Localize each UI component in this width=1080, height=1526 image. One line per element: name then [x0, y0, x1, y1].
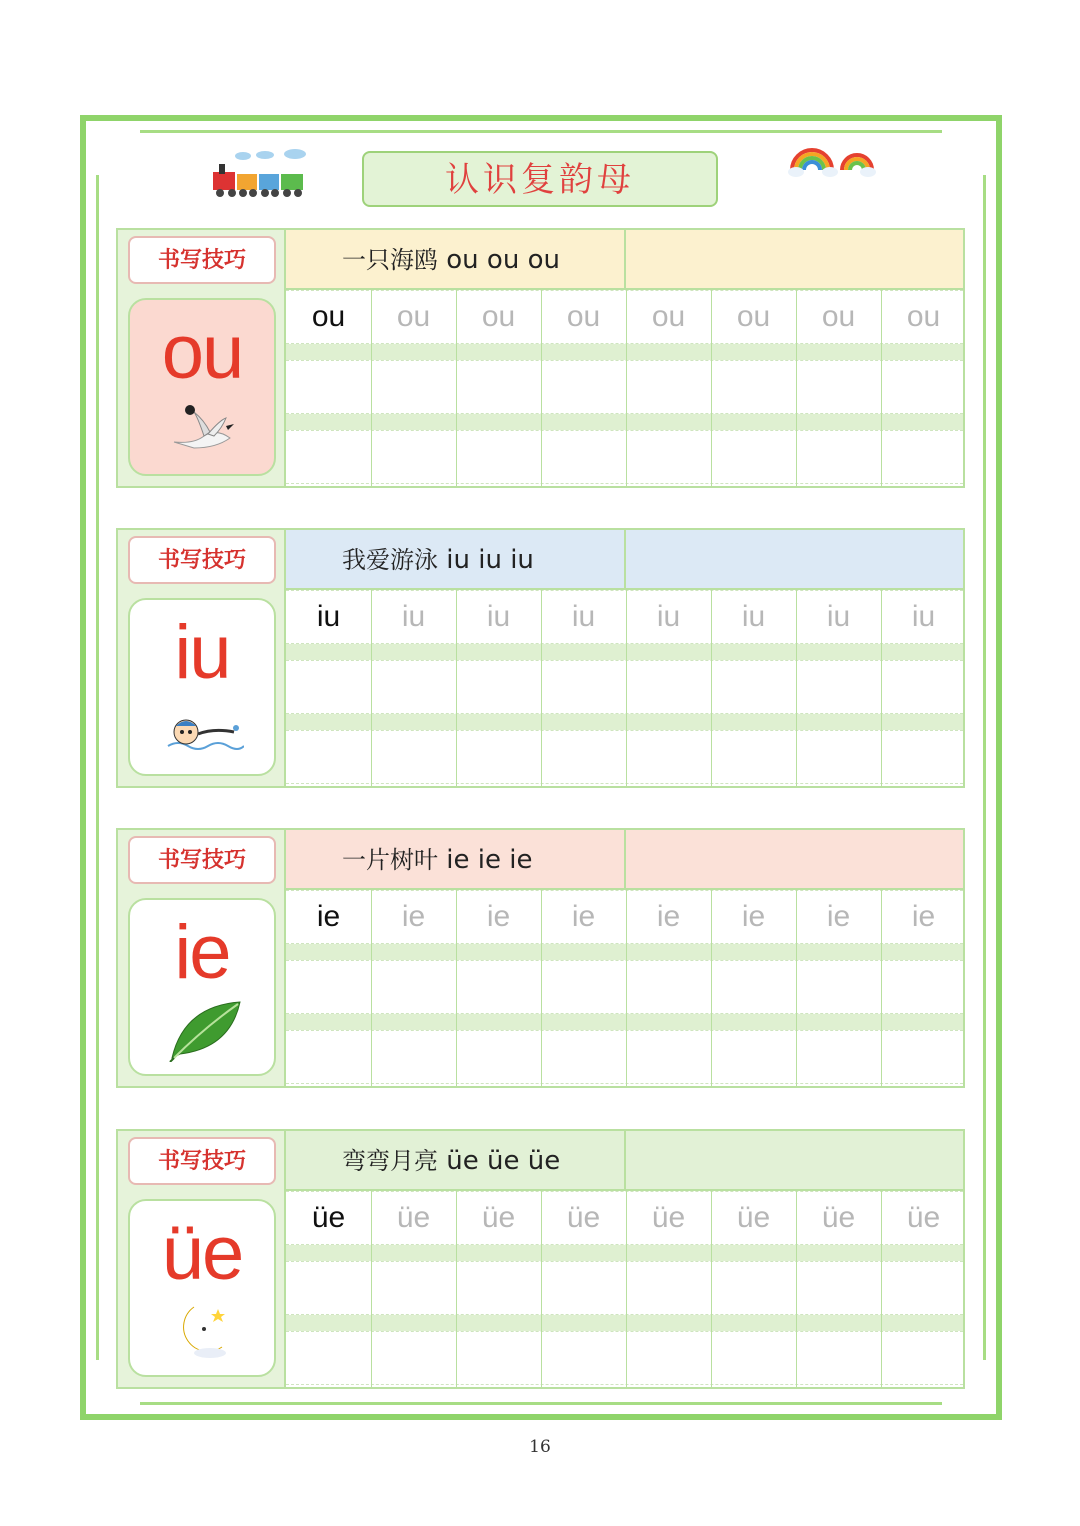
row-gap: [286, 1014, 963, 1030]
swimmer-icon: [164, 698, 244, 762]
rainbow-icon: [788, 140, 878, 180]
trace-letters: ie: [826, 900, 851, 933]
writing-row[interactable]: [286, 430, 963, 484]
trace-letters: üe: [481, 1201, 516, 1234]
writing-grid: [286, 290, 963, 486]
trace-letters: ou: [396, 300, 431, 333]
writing-row[interactable]: [286, 360, 963, 414]
header-divider: [624, 830, 626, 888]
letter-card: [128, 598, 276, 776]
trace-letters: iu: [486, 600, 511, 633]
phrase-text: [342, 1131, 560, 1191]
practice-section: [116, 528, 965, 788]
frame-corner: [942, 115, 1002, 175]
phrase-pinyin: iu iu iu: [446, 545, 534, 575]
card-letters: üe: [161, 1211, 243, 1296]
train-icon: [205, 148, 315, 203]
trace-letters: ou: [906, 300, 941, 333]
trace-letters: üe: [651, 1201, 686, 1234]
letter-card: [128, 898, 276, 1076]
trace-letters: iu: [741, 600, 766, 633]
example-letters: ie: [316, 900, 341, 933]
moon-icon: [164, 1299, 244, 1363]
phrase-chinese: 一片树叶: [342, 846, 438, 874]
header-divider: [624, 530, 626, 588]
header-divider: [624, 230, 626, 288]
trace-letters: ou: [736, 300, 771, 333]
card-letters: ie: [174, 910, 230, 995]
trace-letters: iu: [911, 600, 936, 633]
phrase-header: [286, 830, 963, 890]
trace-letters: üe: [906, 1201, 941, 1234]
trace-letters: ie: [741, 900, 766, 933]
trace-letters: iu: [401, 600, 426, 633]
row-gap: [286, 1315, 963, 1331]
trace-letters: ou: [821, 300, 856, 333]
phrase-pinyin: ou ou ou: [446, 245, 560, 275]
writing-tips-label: 书写技巧: [128, 536, 276, 584]
writing-row[interactable]: [286, 730, 963, 784]
row-gap: [286, 344, 963, 360]
phrase-chinese: 我爱游泳: [342, 546, 438, 574]
example-letters: üe: [311, 1201, 346, 1234]
writing-row[interactable]: [286, 1261, 963, 1315]
writing-row[interactable]: [286, 660, 963, 714]
row-gap: [286, 944, 963, 960]
left-column: [118, 830, 286, 1086]
trace-letters: ie: [911, 900, 936, 933]
phrase-pinyin: üe üe üe: [446, 1146, 561, 1176]
trace-letters: üe: [736, 1201, 771, 1234]
writing-grid: [286, 590, 963, 786]
phrase-text: [342, 230, 560, 290]
trace-letters: üe: [396, 1201, 431, 1234]
trace-letters: ie: [401, 900, 426, 933]
writing-row[interactable]: [286, 960, 963, 1014]
row-gap: [286, 1245, 963, 1261]
row-gap: [286, 414, 963, 430]
phrase-header: [286, 530, 963, 590]
trace-letters: ou: [481, 300, 516, 333]
phrase-text: [342, 830, 532, 890]
phrase-header: [286, 1131, 963, 1191]
seagull-icon: [164, 398, 244, 462]
left-column: [118, 530, 286, 786]
card-letters: ou: [161, 310, 243, 395]
practice-section: [116, 1129, 965, 1389]
phrase-chinese: 一只海鸥: [342, 246, 438, 274]
card-letters: iu: [174, 610, 230, 695]
trace-letters: üe: [566, 1201, 601, 1234]
writing-grid: [286, 1191, 963, 1387]
row-gap: [286, 714, 963, 730]
leaf-icon: [164, 998, 244, 1062]
phrase-text: [342, 530, 534, 590]
row-gap: [286, 644, 963, 660]
writing-grid: [286, 890, 963, 1086]
trace-letters: ou: [651, 300, 686, 333]
phrase-pinyin: ie ie ie: [446, 845, 533, 875]
letter-card: [128, 1199, 276, 1377]
example-letters: ou: [311, 300, 346, 333]
practice-section: [116, 228, 965, 488]
left-column: [118, 1131, 286, 1387]
writing-tips-label: 书写技巧: [128, 1137, 276, 1185]
left-column: [118, 230, 286, 486]
phrase-chinese: 弯弯月亮: [342, 1147, 438, 1175]
page-title: 认识复韵母: [362, 151, 718, 207]
trace-letters: iu: [826, 600, 851, 633]
frame-corner: [80, 115, 140, 175]
trace-letters: ou: [566, 300, 601, 333]
page-number: 16: [529, 1437, 551, 1457]
trace-letters: iu: [656, 600, 681, 633]
writing-tips-label: 书写技巧: [128, 236, 276, 284]
trace-letters: üe: [821, 1201, 856, 1234]
example-letters: iu: [316, 600, 341, 633]
header-divider: [624, 1131, 626, 1189]
trace-letters: ie: [656, 900, 681, 933]
writing-row[interactable]: [286, 1030, 963, 1084]
trace-letters: ie: [486, 900, 511, 933]
trace-letters: iu: [571, 600, 596, 633]
practice-section: [116, 828, 965, 1088]
trace-letters: ie: [571, 900, 596, 933]
writing-tips-label: 书写技巧: [128, 836, 276, 884]
letter-card: [128, 298, 276, 476]
phrase-header: [286, 230, 963, 290]
writing-row[interactable]: [286, 1331, 963, 1385]
